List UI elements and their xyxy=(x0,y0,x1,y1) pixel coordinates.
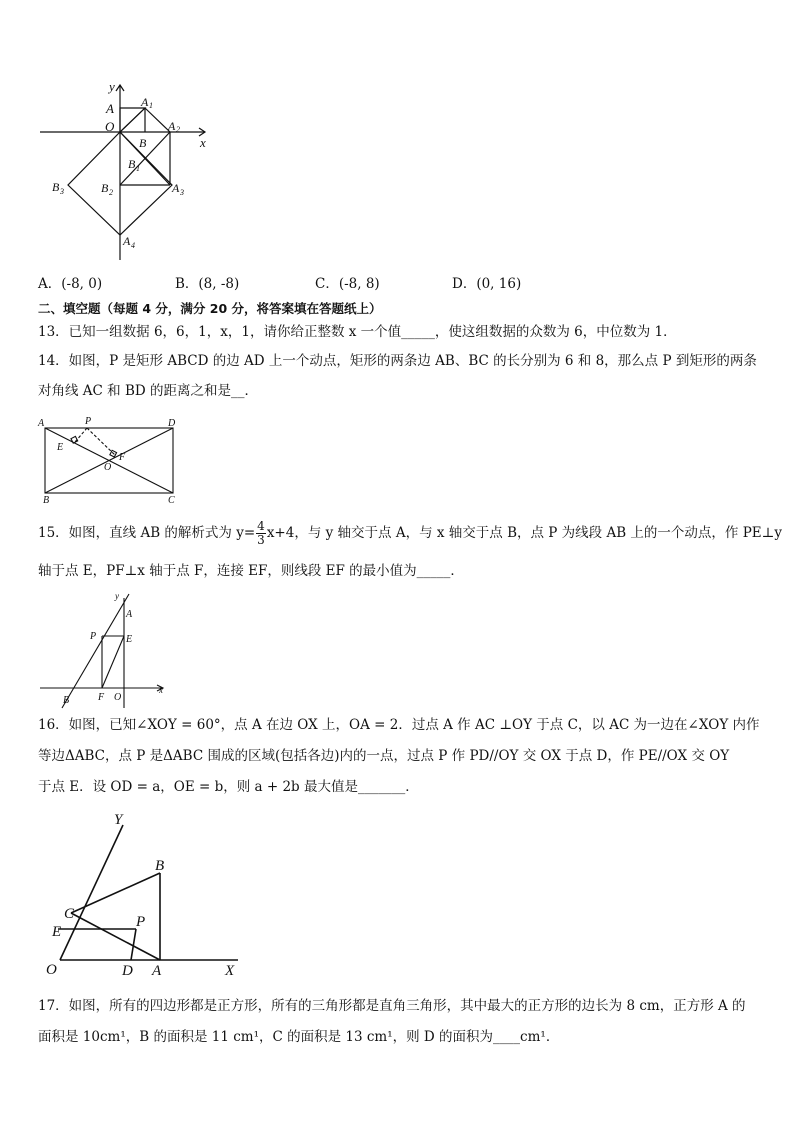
fig16-label-B: B xyxy=(155,858,165,874)
option-a: A．(-8, 0) xyxy=(38,276,103,292)
label-A1: A xyxy=(141,95,149,109)
fig16-label-D: D xyxy=(122,963,133,979)
q15-text-pre: 15．如图，直线 AB 的解析式为 y= xyxy=(38,525,256,541)
option-b: B．(8, -8) xyxy=(175,276,240,292)
fig15-label-B: B xyxy=(63,695,70,706)
question-16-line1: 16．如图，已知∠XOY = 60°，点 A 在边 OX 上，OA = 2．过点 A 作 AC ⊥OY 于点 C，以 AC 为一边在∠XOY 内作 xyxy=(38,717,760,733)
label-B3-sub: 3 xyxy=(60,187,64,196)
label-A3: A xyxy=(172,181,180,195)
label-B1-sub: 1 xyxy=(136,164,140,173)
fig15-label-P: P xyxy=(90,631,97,642)
fig15-label-A: A xyxy=(126,609,133,620)
question-14-line2: 对角线 AC 和 BD 的距离之和是__． xyxy=(38,383,258,399)
question-15-line2: 轴于点 E，PF⊥x 轴于点 F，连接 EF，则线段 EF 的最小值为_____． xyxy=(38,563,464,579)
figure-q14-rectangle xyxy=(35,415,185,505)
label-A2: A xyxy=(168,119,176,133)
fig15-label-y: y xyxy=(115,591,119,601)
question-17-line1: 17．如图，所有的四边形都是正方形，所有的三角形都是直角三角形，其中最大的正方形的边长为 8 cm，正方形 A 的 xyxy=(38,998,746,1014)
fig14-label-F: F xyxy=(119,452,126,463)
label-B2: B xyxy=(101,181,109,195)
label-B3: B xyxy=(52,180,60,194)
label-x: x xyxy=(200,135,206,150)
label-A: A xyxy=(106,101,114,116)
fig14-label-D: D xyxy=(168,418,176,429)
label-A4: A xyxy=(123,234,131,248)
figure-q15-line-graph xyxy=(35,590,180,708)
fig15-label-x: x xyxy=(159,685,163,695)
label-A1-sub: 1 xyxy=(149,101,153,110)
fig14-label-B: B xyxy=(43,495,50,506)
question-16-line2: 等边ΔABC，点 P 是ΔABC 围成的区域(包括各边)内的一点，过点 P 作 PD//OY 交 OX 于点 D，作 PE//OX 交 OY xyxy=(38,748,730,764)
fig16-label-O: O xyxy=(46,962,57,978)
fraction-4-3 xyxy=(256,520,266,547)
label-A2-sub: 2 xyxy=(176,125,180,134)
fig16-label-Y: Y xyxy=(114,812,123,828)
fig14-label-E: E xyxy=(57,442,64,453)
fig16-label-X: X xyxy=(225,963,235,979)
fig14-label-O: O xyxy=(104,462,112,473)
fraction-numerator: 4 xyxy=(257,519,265,533)
label-B2-sub: 2 xyxy=(109,188,113,197)
fig16-label-A: A xyxy=(152,963,162,979)
label-A4-sub: 4 xyxy=(131,241,135,250)
label-A3-sub: 3 xyxy=(180,188,184,197)
question-13: 13．已知一组数据 6，6，1，x，1，请你给正整数 x 一个值_____，使这组数据的众数为 6，中位数为 1． xyxy=(38,324,677,340)
fraction-denominator: 3 xyxy=(257,533,265,547)
fig15-label-E: E xyxy=(126,634,133,645)
question-17-line2: 面积是 10cm¹，B 的面积是 11 cm¹，C 的面积是 13 cm¹，则 D 的面积为____cm¹． xyxy=(38,1029,560,1045)
figure-q16-angle-triangle xyxy=(38,808,253,983)
label-O: O xyxy=(105,119,115,134)
label-B: B xyxy=(139,136,147,150)
fig14-label-P: P xyxy=(85,416,92,427)
fig16-label-P: P xyxy=(136,914,146,930)
fig14-label-C: C xyxy=(168,495,175,506)
label-y: y xyxy=(109,79,115,94)
question-16-line3: 于点 E．设 OD = a，OE = b，则 a + 2b 最大值是_______． xyxy=(38,779,419,795)
fig15-label-F: F xyxy=(98,692,105,703)
fig14-label-A: A xyxy=(38,418,45,429)
question-15-line1 xyxy=(38,518,782,548)
question-14-line1: 14．如图，P 是矩形 ABCD 的边 AD 上一个动点，矩形的两条边 AB、BC 的长分别为 6 和 8，那么点 P 到矩形的两条 xyxy=(38,353,757,369)
fig16-label-C: C xyxy=(64,906,75,922)
q15-text-post: x+4，与 y 轴交于点 A，与 x 轴交于点 B，点 P 为线段 AB 上的一个动点，作 PE⊥y xyxy=(266,525,782,541)
option-c: C．(-8, 8) xyxy=(315,276,380,292)
option-d: D．(0, 16) xyxy=(452,276,522,292)
figure-q12-coordinate-plane xyxy=(35,75,215,260)
fig16-label-E: E xyxy=(52,924,62,940)
section-title: 二、填空题（每题 4 分，满分 20 分，将答案填在答题纸上） xyxy=(38,301,382,316)
label-B1: B xyxy=(128,157,136,171)
fig15-label-O: O xyxy=(114,692,122,703)
